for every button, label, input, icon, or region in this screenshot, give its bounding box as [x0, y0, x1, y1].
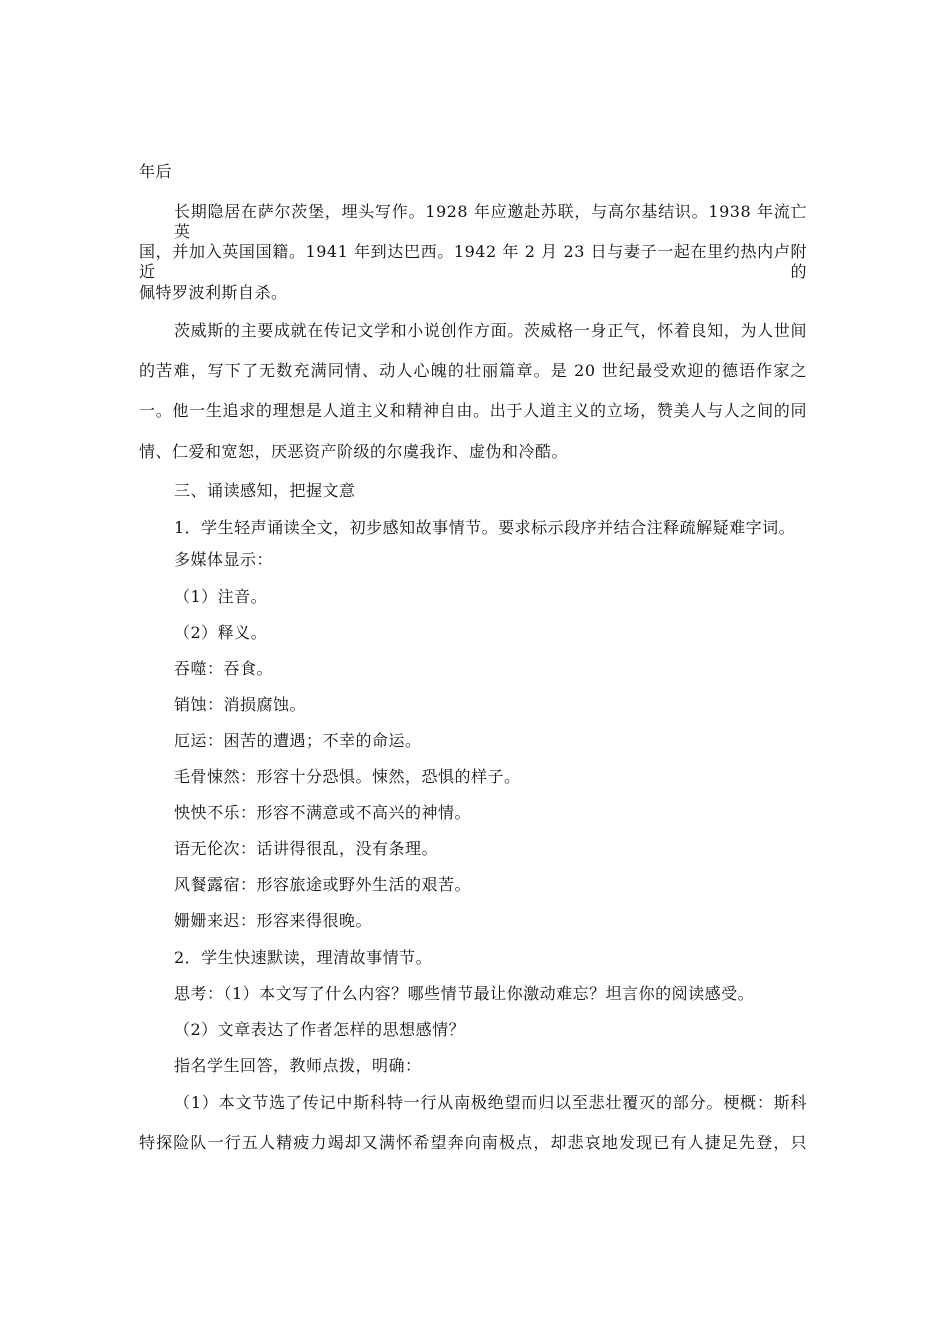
- text-line-26: （1）本文节选了传记中斯科特一行从南极绝望而归以至悲壮覆灭的部分。梗概：斯科: [174, 1093, 807, 1112]
- text-line-21: 姗姗来迟：形容来得很晚。: [174, 911, 373, 930]
- text-line-11: 多媒体显示：: [174, 550, 274, 569]
- text-line-8: 情、仁爱和宽恕，厌恶资产阶级的尔虞我诈、虚伪和冷酷。: [139, 442, 569, 461]
- text-line-17: 毛骨悚然：形容十分恐惧。悚然，恐惧的样子。: [174, 767, 521, 786]
- text-line-24: （2）文章表达了作者怎样的思想感情？: [174, 1020, 466, 1039]
- text-line-3: 国，并加入英国国籍。1941 年到达巴西。1942 年 2 月 23 日与妻子一起在里约热内卢附近的: [139, 242, 807, 281]
- text-line-15: 销蚀：消损腐蚀。: [174, 695, 307, 714]
- text-line-18: 怏怏不乐：形容不满意或不高兴的神情。: [174, 803, 472, 822]
- text-line-22: 2．学生快速默读，理清故事情节。: [174, 948, 433, 967]
- text-line-13: （2）释义。: [174, 623, 268, 642]
- text-line-14: 吞噬：吞食。: [174, 659, 274, 678]
- text-line-12: （1）注音。: [174, 587, 268, 606]
- text-line-27: 特探险队一行五人精疲力竭却又满怀希望奔向南极点，却悲哀地发现已有人捷足先登，只: [139, 1133, 807, 1152]
- text-line-10: 1．学生轻声诵读全文，初步感知故事情节。要求标示段序并结合注释疏解疑难字词。: [174, 518, 796, 537]
- text-line-4: 佩特罗波利斯自杀。: [139, 283, 288, 302]
- text-line-19: 语无伦次：话讲得很乱，没有条理。: [174, 839, 439, 858]
- text-line-1: 年后: [139, 162, 173, 181]
- text-line-25: 指名学生回答，教师点拨，明确：: [174, 1056, 422, 1075]
- text-line-23: 思考：（1）本文写了什么内容？哪些情节最让你激动难忘？坦言你的阅读感受。: [174, 984, 755, 1003]
- text-line-6: 的苦难，写下了无数充满同情、动人心魄的壮丽篇章。是 20 世纪最受欢迎的德语作家之: [139, 361, 807, 380]
- text-line-16: 厄运：困苦的遭遇；不幸的命运。: [174, 731, 422, 750]
- text-line-2: 长期隐居在萨尔茨堡，埋头写作。1928 年应邀赴苏联，与高尔基结识。1938 年流亡英: [174, 202, 807, 241]
- text-line-5: 茨威斯的主要成就在传记文学和小说创作方面。茨威格一身正气，怀着良知，为人世间: [174, 321, 807, 340]
- text-line-7: 一。他一生追求的理想是人道主义和精神自由。出于人道主义的立场，赞美人与人之间的同: [139, 401, 807, 420]
- section-heading: 三、诵读感知，把握文意: [174, 481, 356, 500]
- text-line-20: 风餐露宿：形容旅途或野外生活的艰苦。: [174, 875, 472, 894]
